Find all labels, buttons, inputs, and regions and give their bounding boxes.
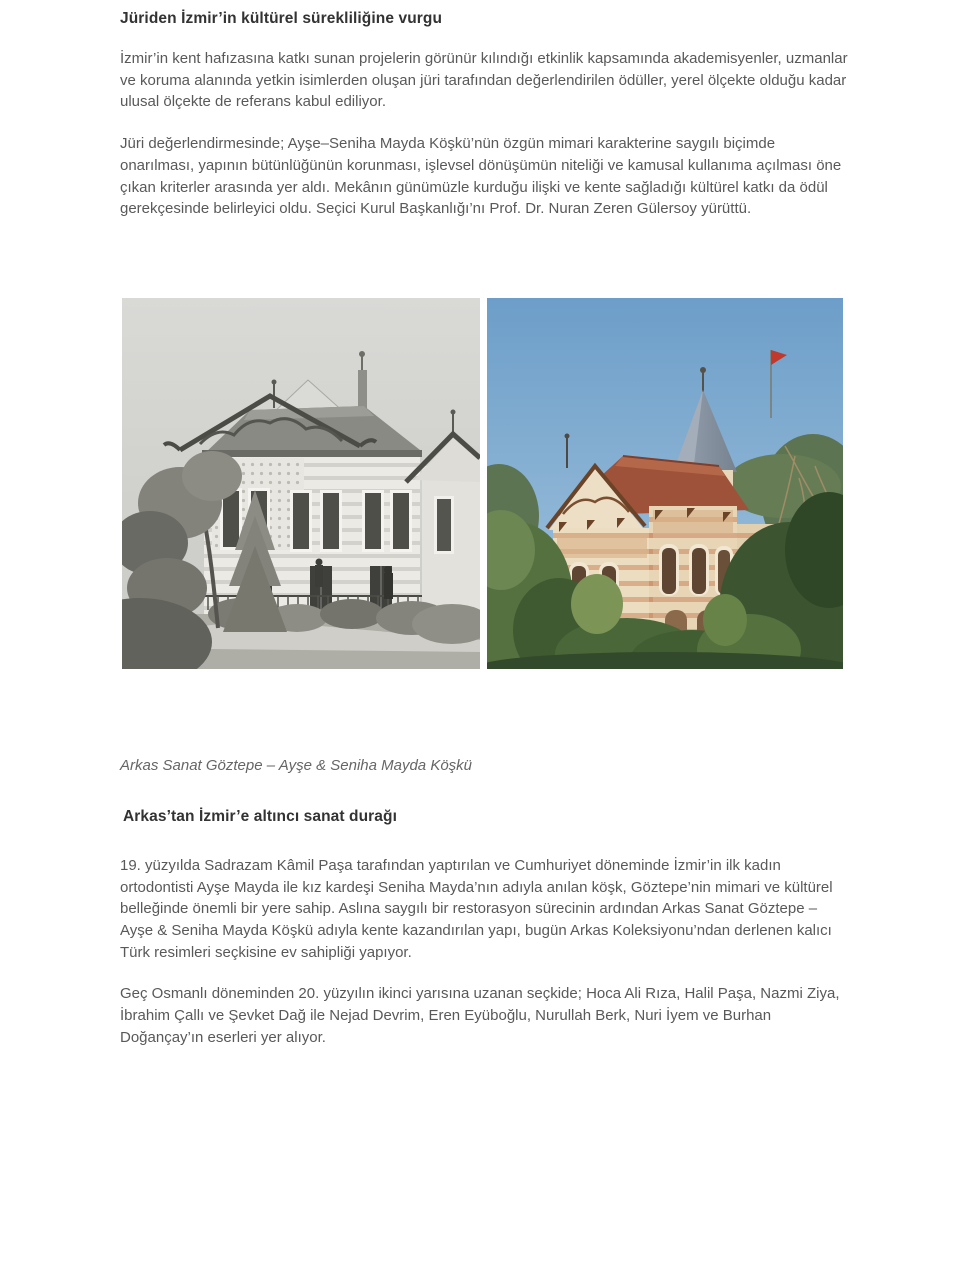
historic-bw-photo <box>122 298 480 669</box>
figure-caption: Arkas Sanat Göztepe – Ayşe & Seniha Mayda Köşkü <box>120 756 473 774</box>
restored-color-photo <box>487 298 843 669</box>
section-heading-jury: Jüriden İzmir’in kültürel sürekliliğine vurgu <box>120 10 443 27</box>
section-heading-arkas: Arkas’tan İzmir’e altıncı sanat durağı <box>123 807 397 825</box>
paragraph-jury-criteria: Jüri değerlendirmesinde; Ayşe–Seniha Mayda Köşkü’nün özgün mimari karakterine saygılı biçimde onarılması, yapının bütünlüğünün korunması, işlevsel dönüşümün niteliği ve kamusal kullanıma açılması öne çıkan kriterler arasında yer aldı. Mekânın günümüzle kurduğu ilişki ve kente sağladığı kültürel katkı da ödül gerekçesinde belirleyici oldu. Seçici Kurul Başkanlığı’nı Prof. Dr. Nuran Zeren Gülersoy yürüttü. <box>120 135 842 218</box>
paragraph-collection-artists: Geç Osmanlı döneminden 20. yüzyılın ikinci yarısına uzanan seçkide; Hoca Ali Rıza, Halil Paşa, Nazmi Ziya, İbrahim Çallı ve Şevket Dağ ile Nejad Devrim, Eren Eyüboğlu, Nurullah Berk, Nuri İyem ve Burhan Doğançay’ın eserleri yer alıyor. <box>120 985 840 1046</box>
paragraph-jury-intro: İzmir’in kent hafızasına katkı sunan projelerin görünür kılındığı etkinlik kapsamında akademisyenler, uzmanlar ve koruma alanında yetkin isimlerden oluşan jüri tarafından değerlendirilen ödüller, yerel ölçekte olduğu kadar ulusal ölçekte de referans kabul ediliyor. <box>120 50 848 111</box>
figure-before-after <box>122 298 843 669</box>
paragraph-mansion-history: 19. yüzyılda Sadrazam Kâmil Paşa tarafından yaptırılan ve Cumhuriyet döneminde İzmir’in ilk kadın ortodontisti Ayşe Mayda ile kız kardeşi Seniha Mayda’nın adıyla anılan köşk, Göztepe’nin mimari ve kültürel belleğinde önemli bir yere sahip. Aslına saygılı bir restorasyon sürecinin ardından Arkas Sanat Göztepe – Ayşe & Seniha Mayda Köşkü adıyla kente kazandırılan yapı, bugün Arkas Koleksiyonu’ndan derlenen kalıcı Türk resimleri seçkisine ev sahipliği yapıyor. <box>120 856 833 961</box>
